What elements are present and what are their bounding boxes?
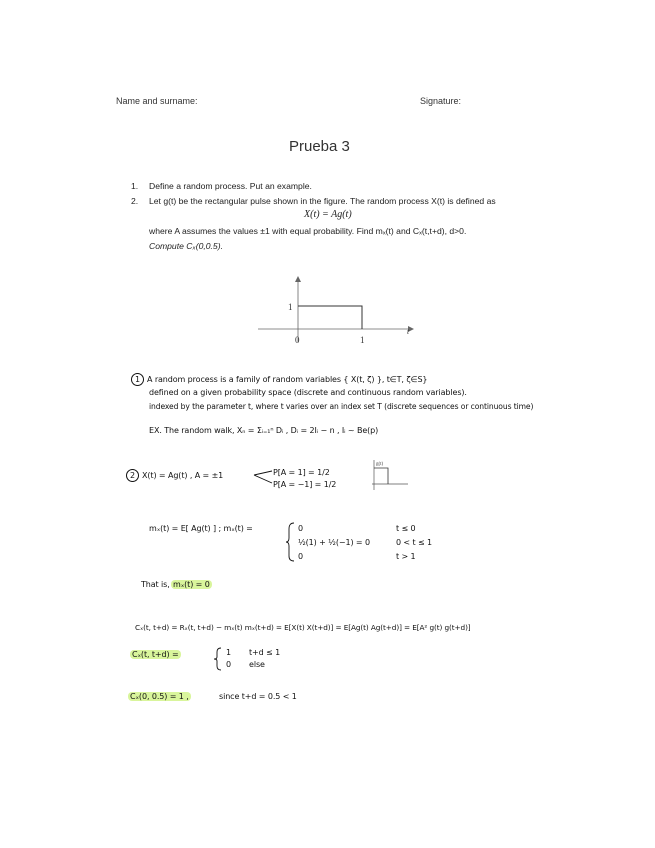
covariance-highlight: Cₓ(t, t+d) = <box>132 650 179 659</box>
mean-case-1: 0 <box>298 524 303 533</box>
signature-label: Signature: <box>420 96 462 106</box>
question-1-text: Define a random process. Put an example. <box>149 181 312 191</box>
pulse-shape <box>298 306 362 329</box>
answer-1-number: 1 <box>131 373 144 386</box>
y-tick-1: 1 <box>288 302 293 312</box>
answer-2-number: 2 <box>126 469 139 482</box>
final-reason: since t+d = 0.5 < 1 <box>219 692 297 701</box>
x-tick-0: 0 <box>295 335 300 345</box>
mean-case-2: ½(1) + ½(−1) = 0 <box>298 538 370 547</box>
answer-2-equation <box>126 469 223 482</box>
question-2-equation: X(t) = Ag(t) <box>304 209 352 220</box>
mean-case-3: 0 <box>298 552 303 561</box>
prob-branch <box>252 467 274 489</box>
final-result <box>128 692 191 701</box>
covariance-cond-2: else <box>249 660 265 669</box>
mean-cond-1: t ≤ 0 <box>396 524 416 533</box>
mean-cond-2: 0 < t ≤ 1 <box>396 538 432 547</box>
question-2-line-2: where A assumes the values ±1 with equal probability. Find mₓ(t) and Cₓ(t,t+d), d>0. <box>149 226 467 236</box>
x-tick-1: 1 <box>360 335 365 345</box>
y-axis-arrow <box>295 276 301 282</box>
covariance-brace <box>213 647 223 671</box>
final-result-highlight: Cₓ(0, 0.5) = 1 , <box>130 692 189 701</box>
mean-cond-3: t > 1 <box>396 552 416 561</box>
answer-1-line-2: defined on a given probability space (discrete and continuous random variables). <box>149 388 467 397</box>
page-title: Prueba 3 <box>289 138 350 155</box>
x-axis-label: t <box>407 327 410 336</box>
mini-pulse-label: g(t) <box>376 462 384 467</box>
covariance-label <box>130 650 181 659</box>
question-2-number: 2. <box>131 196 139 206</box>
question-1-number: 1. <box>131 181 139 191</box>
covariance-case-1: 1 <box>226 648 231 657</box>
mean-result-highlight: mₓ(t) = 0 <box>173 580 210 589</box>
mean-equation: mₓ(t) = E[ Ag(t) ] ; mₓ(t) = <box>149 524 253 533</box>
covariance-equation: Cₓ(t, t+d) = Rₓ(t, t+d) − mₓ(t) mₓ(t+d) = E[X(t) X(t+d)] = E[Ag(t) Ag(t+d)] = E[A² g(t) g(t+d)] <box>135 623 471 632</box>
answer-1-line-1 <box>131 373 427 386</box>
mini-pulse-sketch <box>362 456 412 494</box>
name-label: Name and surname: <box>116 96 198 106</box>
covariance-cond-1: t+d ≤ 1 <box>249 648 281 657</box>
answer-1-line-3: indexed by the parameter t, where t varies over an index set T (discrete sequences or continuous time) <box>149 402 534 411</box>
that-is-label: That is, <box>141 580 170 589</box>
mean-result <box>171 580 212 589</box>
answer-1-example: EX. The random walk, Xₙ = Σᵢ₌₁ⁿ Dᵢ , Dᵢ = 2Iᵢ − n , Iᵢ ~ Be(p) <box>149 426 379 435</box>
covariance-case-2: 0 <box>226 660 231 669</box>
answer-1-text-1: A random process is a family of random variables { X(t, ζ) }, t∈T, ζ∈S} <box>147 375 428 384</box>
prob-a-plus: P[A = 1] = 1/2 <box>273 468 330 477</box>
answer-2-eq-text: X(t) = Ag(t) , A = ±1 <box>142 471 224 480</box>
question-2-line-3: Compute Cₓ(0,0.5). <box>149 241 223 251</box>
question-2-text: Let g(t) be the rectangular pulse shown in the figure. The random process X(t) is defined as <box>149 196 496 206</box>
mean-brace <box>286 521 296 563</box>
pulse-figure <box>250 270 420 350</box>
prob-a-minus: P[A = −1] = 1/2 <box>273 480 337 489</box>
